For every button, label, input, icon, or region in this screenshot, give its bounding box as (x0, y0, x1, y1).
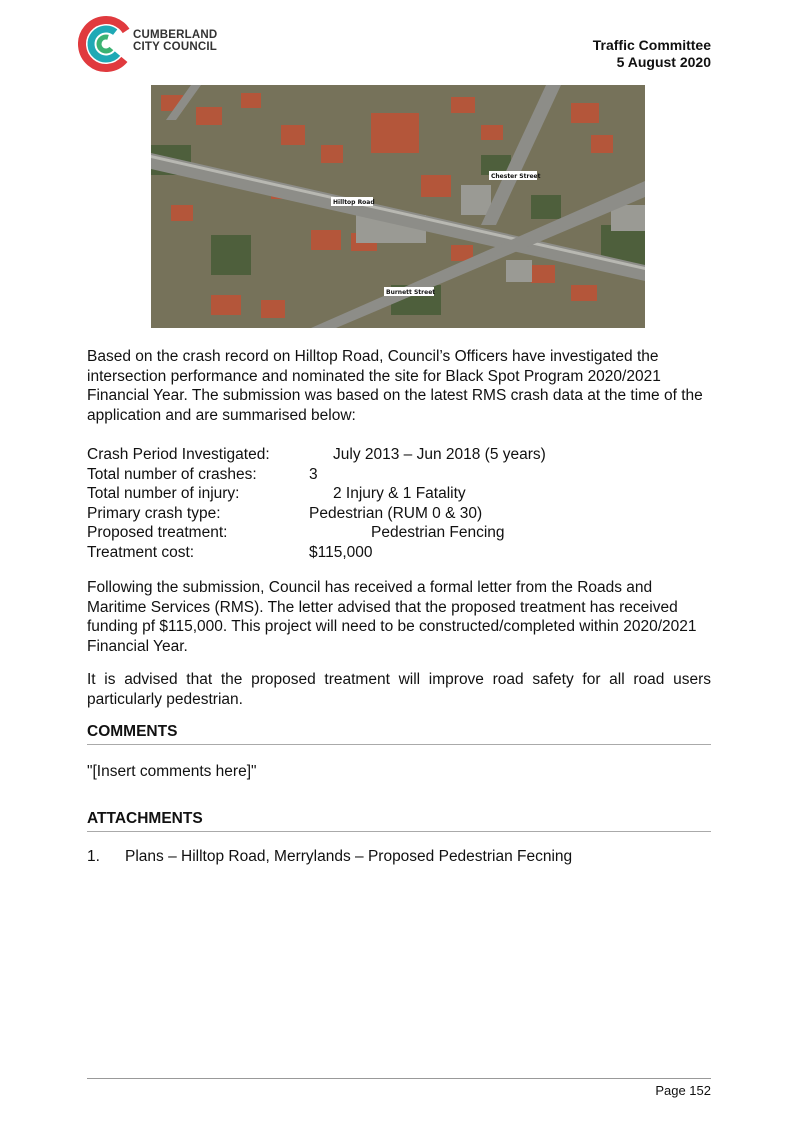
table-row (87, 543, 711, 563)
table-row-label: Proposed treatment: (87, 524, 228, 541)
council-name (133, 29, 217, 53)
table-row-value: Pedestrian (RUM 0 & 30) (309, 504, 483, 522)
comments-text: "[Insert comments here]" (87, 763, 257, 780)
map-label-chester-street-text: Chester Street (491, 173, 541, 180)
table-row-label: Total number of crashes: (87, 465, 257, 483)
intro-paragraph: Based on the crash record on Hilltop Road, Council’s Officers have investigated the intersection performance and nominated the site for Black Spot Program 2020/2021 Financial Year. The submission was based on the latest RMS crash data at the time of the application and are summarised below: (87, 348, 703, 424)
footer-divider (87, 1078, 711, 1079)
council-name-line1: CUMBERLAND (133, 29, 218, 41)
table-row (87, 484, 711, 504)
table-row-value: Pedestrian Fencing (371, 524, 505, 541)
map-label-burnett-street-text: Burnett Street (386, 289, 436, 296)
attachment-item (87, 847, 711, 867)
crash-data-table (87, 445, 711, 562)
table-row (87, 465, 711, 485)
table-row (87, 445, 711, 465)
map-label-chester-street (489, 171, 541, 180)
funding-paragraph: Following the submission, Council has received a formal letter from the Roads and Maritime Services (RMS). The letter advised that the proposed treatment has received funding pf $115,000. This project will need to be constructed/completed within 2020/2021 Financial Year. (87, 579, 697, 655)
table-row-value: $115,000 (309, 543, 373, 561)
page-number: Page 152 (655, 1083, 711, 1098)
table-row-label: Treatment cost: (87, 543, 195, 561)
meeting-date: 5 August 2020 (616, 54, 711, 70)
committee-title: Traffic Committee (592, 37, 711, 53)
table-row-label: Total number of injury: (87, 485, 240, 502)
advice-paragraph: It is advised that the proposed treatment will improve road safety for all road users particularly pedestrian. (87, 671, 711, 708)
table-row (87, 523, 711, 543)
table-row-value: July 2013 – Jun 2018 (5 years) (333, 446, 546, 463)
table-row-value: 2 Injury & 1 Fatality (333, 485, 466, 502)
comments-heading: COMMENTS (87, 723, 711, 745)
aerial-map-image (151, 85, 645, 328)
council-logo-mark (78, 14, 138, 74)
map-label-burnett-street (384, 287, 435, 296)
council-name-line2: CITY COUNCIL (133, 41, 217, 53)
document-header (593, 37, 711, 71)
table-row (87, 504, 711, 524)
attachments-heading: ATTACHMENTS (87, 810, 711, 832)
table-row-label: Crash Period Investigated: (87, 446, 270, 463)
table-row-label: Primary crash type: (87, 504, 221, 522)
map-label-hilltop-road (331, 197, 375, 206)
attachment-number: 1. (87, 848, 100, 865)
attachment-link[interactable]: Plans – Hilltop Road, Merrylands – Proposed Pedestrian Fecning (125, 848, 573, 865)
table-row-value: 3 (309, 465, 318, 483)
map-label-hilltop-road-text: Hilltop Road (333, 199, 375, 206)
